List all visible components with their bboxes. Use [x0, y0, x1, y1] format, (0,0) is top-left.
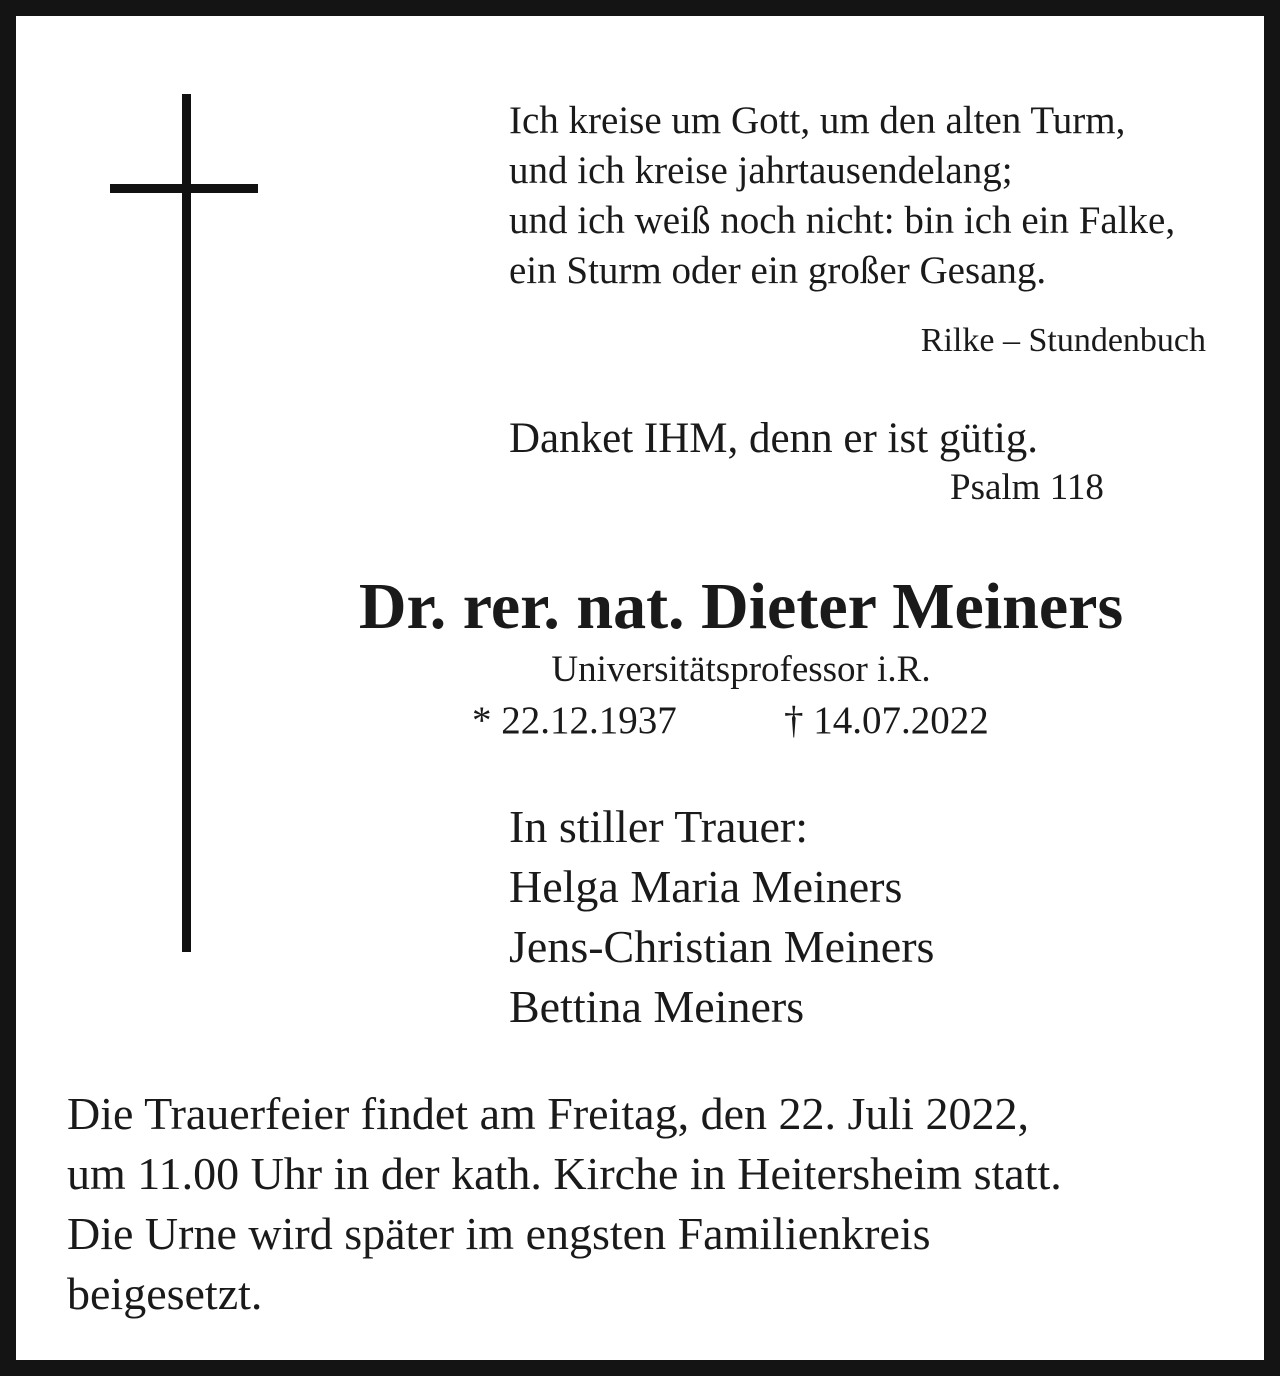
poem-attribution: Rilke – Stundenbuch	[920, 322, 1206, 359]
poem-quote	[509, 96, 1269, 296]
poem-line: Ich kreise um Gott, um den alten Turm,	[509, 99, 1126, 142]
mourners-block	[509, 797, 934, 1037]
poem-line: und ich kreise jahrtausendelang;	[509, 149, 1013, 192]
ceremony-line: beigesetzt.	[67, 1268, 263, 1319]
death-date: † 14.07.2022	[784, 699, 989, 742]
mourners-heading: In stiller Trauer:	[509, 801, 808, 852]
deceased-profession: Universitätsprofessor i.R.	[551, 649, 931, 690]
ceremony-line: um 11.00 Uhr in der kath. Kirche in Heitersheim statt.	[67, 1148, 1062, 1199]
psalm-verse: Danket IHM, denn er ist gütig.	[509, 415, 1039, 462]
cross-icon-beam	[110, 184, 258, 193]
ceremony-line: Die Trauerfeier findet am Freitag, den 22. Juli 2022,	[67, 1088, 1029, 1139]
ceremony-info	[67, 1084, 1062, 1324]
mourner-name: Bettina Meiners	[509, 981, 805, 1032]
poem-line: ein Sturm oder ein großer Gesang.	[509, 249, 1047, 292]
poem-line: und ich weiß noch nicht: bin ich ein Falke,	[509, 199, 1176, 242]
mourner-name: Jens-Christian Meiners	[509, 921, 935, 972]
mourner-name: Helga Maria Meiners	[509, 861, 903, 912]
deceased-name: Dr. rer. nat. Dieter Meiners	[358, 570, 1124, 643]
ceremony-line: Die Urne wird später im engsten Familienkreis	[67, 1208, 931, 1259]
psalm-reference: Psalm 118	[950, 467, 1104, 508]
birth-date: * 22.12.1937	[472, 699, 677, 742]
cross-icon	[182, 94, 191, 952]
